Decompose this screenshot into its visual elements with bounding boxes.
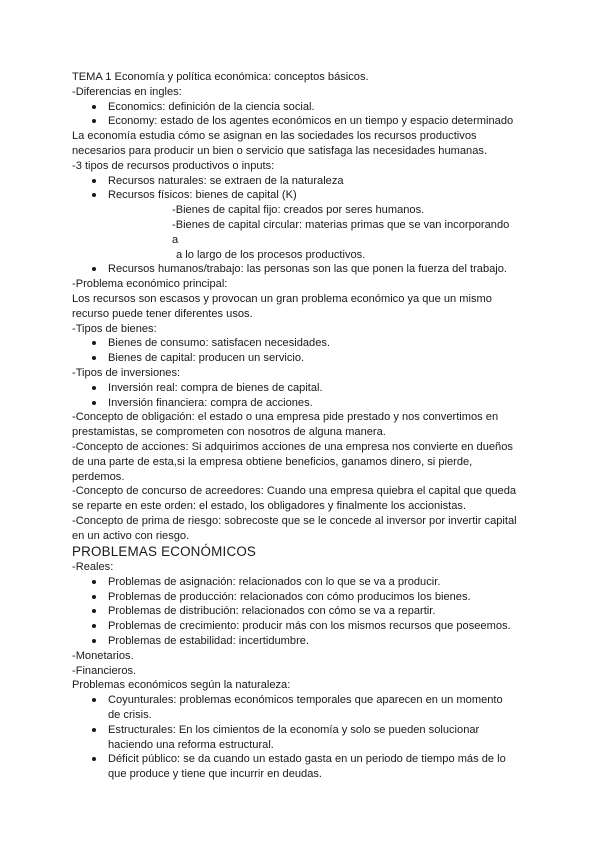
problems-title: PROBLEMAS ECONÓMICOS — [72, 543, 257, 559]
sub-item: -Bienes de capital fijo: creados por seres humanos. — [172, 204, 425, 217]
section-heading: Problemas económicos según la naturaleza: — [72, 679, 291, 692]
list-item: Inversión financiera: compra de acciones. — [72, 396, 518, 411]
list-item: Problemas de crecimiento: producir más con los mismos recursos que poseemos. — [72, 619, 518, 634]
list-item: Bienes de consumo: satisfacen necesidades. — [72, 336, 518, 351]
list-item: Problemas de distribución: relacionados con cómo se va a repartir. — [72, 604, 518, 619]
list-item: Problemas de estabilidad: incertidumbre. — [72, 634, 518, 649]
list-item: Estructurales: En los cimientos de la economía y solo se pueden solucionar haciendo una reforma estructural. — [72, 723, 518, 753]
section-heading: -Diferencias en ingles: — [72, 85, 182, 98]
section-heading: -Tipos de bienes: — [72, 322, 157, 335]
paragraph: La economía estudia cómo se asignan en las sociedades los recursos productivos necesarios para producir un bien o servicio que satisfaga las necesidades humanas. — [72, 130, 488, 157]
document-title: TEMA 1 Economía y política económica: conceptos básicos. — [72, 71, 369, 83]
list-item: Recursos humanos/trabajo: las personas son las que ponen la fuerza del trabajo. — [72, 262, 518, 277]
list-item: Recursos físicos: bienes de capital (K) — [72, 188, 518, 203]
section-heading: -Tipos de inversiones: — [72, 366, 181, 379]
section-heading: -Monetarios. — [72, 649, 134, 662]
paragraph: -Concepto de acciones: Si adquirimos acciones de una empresa nos convierte en dueños de una parte de esta,si la empresa obtiene beneficios, ganamos dinero, si pierde, perdemos. — [72, 440, 513, 483]
list-item: Economics: definición de la ciencia social. — [72, 100, 518, 115]
list-item: Problemas de asignación: relacionados con lo que se va a producir. — [72, 575, 518, 590]
list-item: Coyunturales: problemas económicos temporales que aparecen en un momento de crisis. — [72, 693, 518, 723]
list-item: Problemas de producción: relacionados con cómo producimos los bienes. — [72, 590, 518, 605]
list-item: Economy: estado de los agentes económicos en un tiempo y espacio determinado — [72, 114, 518, 129]
list-item: Déficit público: se da cuando un estado gasta en un periodo de tiempo más de lo que produce y tiene que incurrir en deudas. — [72, 752, 518, 782]
list-item: Recursos naturales: se extraen de la naturaleza — [72, 174, 518, 189]
paragraph: -Concepto de obligación: el estado o una empresa pide prestado y nos convertimos en prestamistas, se comprometen con nosotros de alguna manera. — [72, 411, 499, 439]
paragraph: -Concepto de concurso de acreedores: Cuando una empresa quiebra el capital que queda se reparte en este orden: el estado, los obligadores y finalmente los accionistas. — [72, 485, 517, 513]
section-heading: -3 tipos de recursos productivos o inputs: — [72, 159, 275, 172]
sub-item-continuation: a lo largo de los procesos productivos. — [176, 248, 366, 261]
sub-item: -Bienes de capital circular: materias primas que se van incorporando a — [172, 218, 510, 246]
section-heading: -Financieros. — [72, 664, 137, 677]
list-item: Bienes de capital: producen un servicio. — [72, 351, 518, 366]
paragraph: -Concepto de prima de riesgo: sobrecoste que se le concede al inversor por invertir capital en un activo con riesgo. — [72, 514, 517, 542]
section-heading: -Problema económico principal: — [72, 278, 228, 291]
section-heading: -Reales: — [72, 561, 114, 574]
paragraph: Los recursos son escasos y provocan un gran problema económico ya que un mismo recurso puede tener diferentes usos. — [72, 292, 492, 320]
list-item: Inversión real: compra de bienes de capital. — [72, 381, 518, 396]
